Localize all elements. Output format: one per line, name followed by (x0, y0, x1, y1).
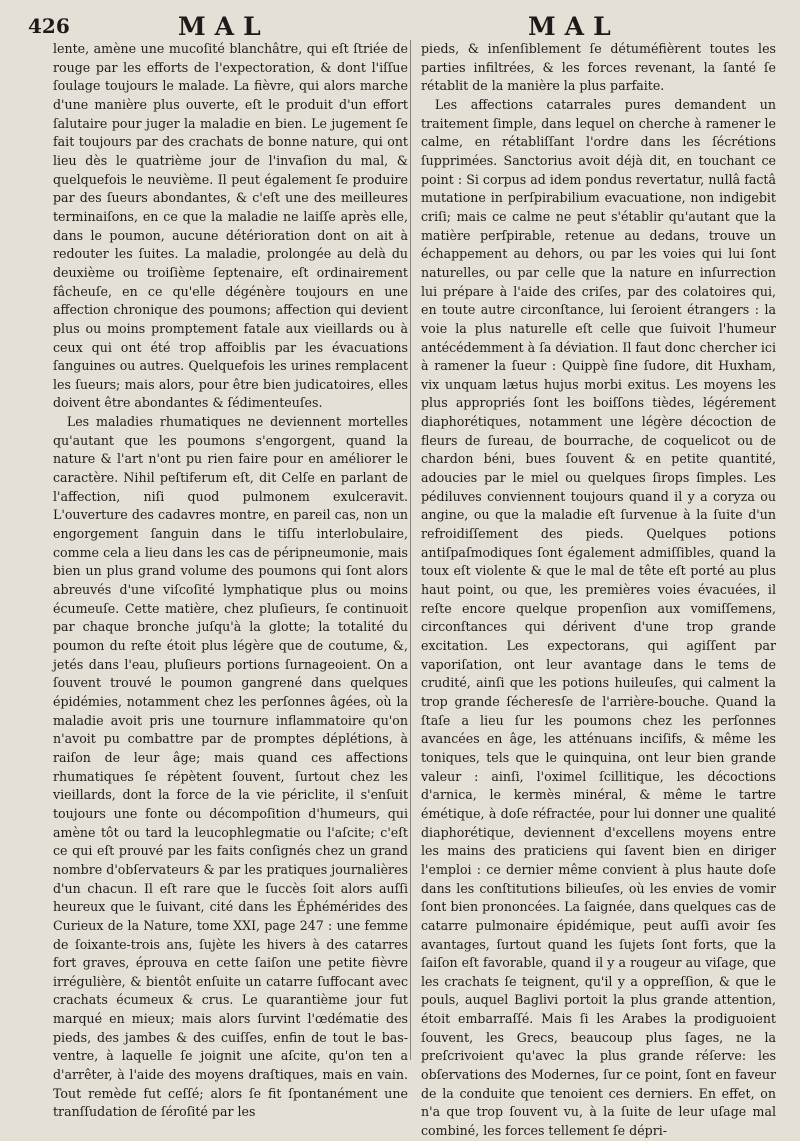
page-number: 426 (28, 14, 70, 38)
running-header (0, 8, 800, 44)
left-column (53, 40, 408, 1122)
running-head-left: MAL (178, 12, 270, 41)
paragraph: Les affections catarrales pures demandent un traitement ſimple, dans lequel on cherche à ramener le calme, en rétabliſſant l'ordre dans les ſécrétions ſupprimées. Sanctorius avoit déjà dit, en touchant ce point : Si corpus ad idem pondus revertatur, nullâ factâ mutatione in perſpirabilium evacuatione, non indigebit criſi; mais ce calme ne peut s'établir qu'autant que la matière perſpirable, retenue au dedans, trouve un échappement au dehors, ou par les voies qui lui ſont naturelles, ou par celle que la nature en inſurrection lui prépare à l'aide des criſes, par des colatoires qui, en toute autre circonſtance, lui ſeroient étrangers : la voie la plus naturelle eſt celle que ſuivoit l'humeur antécédemment à ſa déviation. Il faut donc chercher ici à ramener la ſueur : Quippè ſine ſudore, dit Huxham, vix unquam lætus hujus morbi exitus. Les moyens les plus appropriés ſont les boiſſons tièdes, légérement diaphorétiques, notamment une légère décoction de fleurs de ſureau, de bourrache, de coquelicot ou de chardon béni, bues ſouvent & en petite quantité, adoucies par le miel ou quelques ſirops ſimples. Les pédiluves conviennent toujours quand il y a coryza ou angine, ou que la maladie eſt ſurvenue à la ſuite d'un refroidiſſement des pieds. Quelques potions antiſpaſmodiques ſont également admiſſibles, quand la toux eſt violente & que le mal de tête eſt porté au plus haut point, ou que, les premières voies évacuées, il reſte encore quelque propenſion aux vomiſſemens, circonſtances qui dérivent d'une trop grande excitation. Les expectorans, qui agiſſent par vaporiſation, ont leur avantage dans le tems de crudité, ainſi que les potions huileuſes, qui calment la trop grande ſécheresſe de l'arrière-bouche. Quand la ſtaſe a lieu ſur les poumons chez les perſonnes avancées en âge, les atténuans inciſifs, & même les toniques, tels que le quinquina, ont leur bien grande valeur : ainſi, l'oximel ſcillitique, les décoctions d'arnica, le kermès minéral, & même le tartre émétique, à doſe réfractée, pour lui donner une qualité diaphorétique, deviennent d'excellens moyens entre les mains des praticiens qui ſavent bien en diriger l'emploi : ce dernier même convient à plus haute doſe dans les conſtitutions bilieuſes, où les envies de vomir ſont bien prononcées. La ſaignée, dans quelques cas de catarre pulmonaire épidémique, peut auſſi avoir ſes avantages, ſurtout quand les ſujets ſont forts, que la ſaiſon eſt favorable, quand il y a rougeur au viſage, que les crachats ſe teignent, qu'il y a oppreſſion, & que le pouls, auquel Baglivi portoit la plus grande attention, étoit embarraſſé. Mais ſi les Arabes la prodiguoient ſouvent, les Grecs, beaucoup plus ſages, ne la preſcrivoient qu'avec la plus grande réſerve: les obſervations des Modernes, ſur ce point, ſont en faveur de la conduite que tenoient ces derniers. En effet, on n'a que trop ſouvent vu, à la ſuite de leur uſage mal combiné, les forces tellement ſe dépri- (421, 96, 776, 1139)
paragraph: lente, amène une mucoſité blanchâtre, qui eſt ſtriée de rouge par les efforts de l'expectoration, & dont l'iſſue ſoulage toujours le malade. La fièvre, qui alors marche d'une manière plus ouverte, eſt le produit d'un effort ſalutaire pour juger la maladie en bien. Le jugement ſe fait toujours par des crachats de bonne nature, qui ont lieu dès le quatrième jour de l'invaſion du mal, & quelquefois le neuvième. Il peut également ſe produire par des ſueurs abondantes, & c'eſt une des meilleures terminaiſons, en ce que la maladie ne laiſſe après elle, dans le poumon, aucune détérioration dont on ait à redouter les ſuites. La maladie, prolongée au delà du deuxième ou troiſième ſeptenaire, eſt ordinairement fâcheuſe, en ce qu'elle dégénère toujours en une affection chronique des poumons; affection qui devient plus ou moins promptement fatale aux vieillards ou à ceux qui ont été trop affoiblis par les évacuations ſanguines ou autres. Quelquefois les urines remplacent les ſueurs; mais alors, pour être bien judicatoires, elles doivent être abondantes & ſédimenteuſes. (53, 41, 408, 411)
running-head-right: MAL (528, 12, 620, 41)
right-column (421, 40, 776, 1141)
column-divider (410, 40, 411, 1060)
paragraph: pieds, & inſenſiblement ſe détuméfièrent toutes les parties infiltrées, & les forces revenant, la ſanté ſe rétablit de la manière la plus parfaite. (421, 41, 776, 94)
paragraph: Les maladies rhumatiques ne deviennent mortelles qu'autant que les poumons s'engorgent, quand la nature & l'art n'ont pu rien faire pour en améliorer le caractère. Nihil peſtiferum eſt, dit Celſe en parlant de l'affection, niſi quod pulmonem exulceravit. L'ouverture des cadavres montre, en pareil cas, non un engorgement ſanguin dans le tiſſu interlobulaire, comme cela a lieu dans les cas de péripneumonie, mais bien un plus grand volume des poumons qui ſont alors abreuvés d'une viſcoſité lymphatique plus ou moins écumeuſe. Cette matière, chez pluſieurs, ſe continuoit par chaque bronche juſqu'à la glotte; la totalité du poumon du reſte étoit plus légère que de coutume, &, jetés dans l'eau, pluſieurs portions ſurnageoient. On a ſouvent trouvé le poumon gangrené dans quelques épidémies, notamment chez les perſonnes âgées, où la maladie avoit pris une tournure inflammatoire qu'on n'avoit pu combattre par de promptes déplétions, à raiſon de leur âge; mais quand ces affections rhumatiques ſe répètent ſouvent, ſurtout chez les vieillards, dont la force de la vie périclite, il s'enſuit toujours une fonte ou décompoſition d'humeurs, qui amène tôt ou tard la leucophlegmatie ou l'aſcite; c'eſt ce qui eſt prouvé par les faits conſignés chez un grand nombre d'obſervateurs & par les pratiques journalières d'un chacun. Il eſt rare que le ſuccès ſoit alors auſſi heureux que le ſuivant, cité dans les Éphémérides des Curieux de la Nature, tome XXI, page 247 : une femme de ſoixante-trois ans, ſujète les hivers à des catarres fort graves, éprouva en cette ſaiſon une petite fièvre irrégulière, & bientôt enſuite un catarre ſuffocant avec crachats écumeux & crus. Le quarantième jour fut marqué en mieux; mais alors ſurvint l'œdématie des pieds, des jambes & des cuiſſes, enfin de tout le bas-ventre, à laquelle ſe joignit une aſcite, qu'on ten a d'arrêter, à l'aide des moyens draſtiques, mais en vain. Tout remède fut ceſſé; alors ſe fit ſpontanément une tranſſudation de ſéroſité par les (53, 414, 408, 1120)
